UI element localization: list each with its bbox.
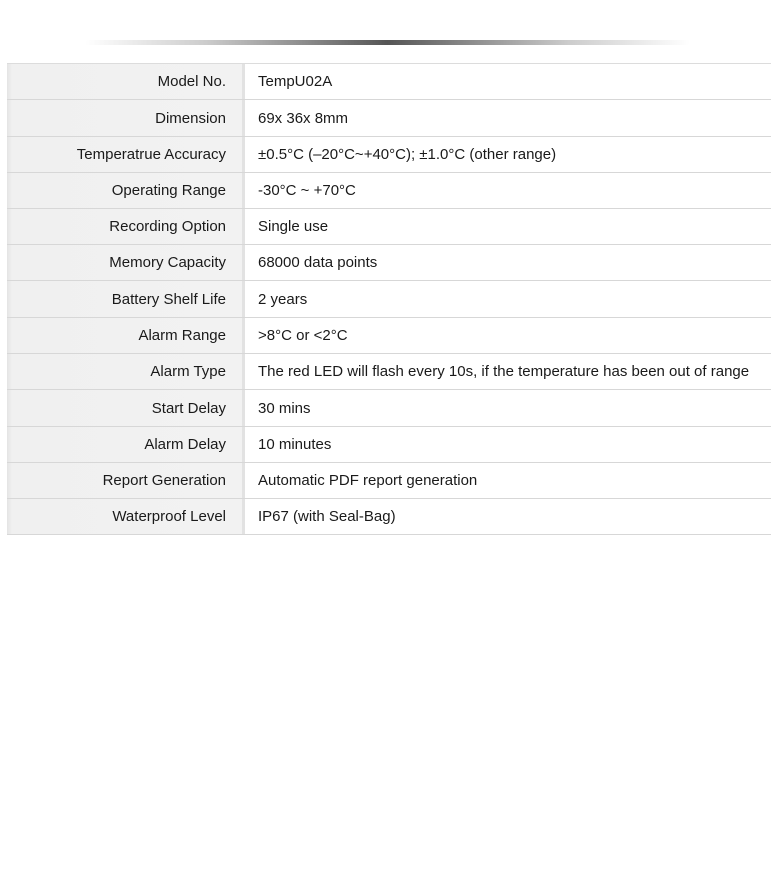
spec-row-memory	[7, 245, 771, 281]
spec-row-recording-option	[7, 209, 771, 245]
spec-row-alarm-range	[7, 318, 771, 354]
spec-row-battery	[7, 281, 771, 318]
spec-label: Dimension	[7, 100, 245, 136]
spec-row-alarm-delay	[7, 427, 771, 463]
spec-label: Temperatrue Accuracy	[7, 137, 245, 172]
spec-value: IP67 (with Seal-Bag)	[245, 499, 771, 534]
spec-label: Report Generation	[7, 463, 245, 498]
spec-label: Alarm Range	[7, 318, 245, 353]
spec-value: 30 mins	[245, 390, 771, 426]
spec-label: Alarm Delay	[7, 427, 245, 462]
spec-label: Start Delay	[7, 390, 245, 426]
spec-value: Single use	[245, 209, 771, 244]
spec-label: Operating Range	[7, 173, 245, 208]
header-divider	[85, 40, 690, 45]
spec-row-waterproof	[7, 499, 771, 535]
spec-row-start-delay	[7, 390, 771, 427]
spec-row-accuracy	[7, 137, 771, 173]
spec-value: -30°C ~ +70°C	[245, 173, 771, 208]
spec-label: Waterproof Level	[7, 499, 245, 534]
spec-value: The red LED will flash every 10s, if the temperature has been out of range	[245, 354, 771, 389]
spec-row-model	[7, 64, 771, 100]
spec-value: 2 years	[245, 281, 771, 317]
spec-row-operating-range	[7, 173, 771, 209]
spec-value: 68000 data points	[245, 245, 771, 280]
spec-value: >8°C or <2°C	[245, 318, 771, 353]
spec-value: TempU02A	[245, 64, 771, 99]
spec-label: Battery Shelf Life	[7, 281, 245, 317]
spec-row-alarm-type	[7, 354, 771, 390]
spec-table	[7, 63, 771, 535]
spec-value: 69x 36x 8mm	[245, 100, 771, 136]
spec-value: ±0.5°C (–20°C~+40°C); ±1.0°C (other range)	[245, 137, 771, 172]
spec-label: Memory Capacity	[7, 245, 245, 280]
spec-label: Alarm Type	[7, 354, 245, 389]
spec-value: 10 minutes	[245, 427, 771, 462]
spec-label: Recording Option	[7, 209, 245, 244]
spec-label: Model No.	[7, 64, 245, 99]
spec-value: Automatic PDF report generation	[245, 463, 771, 498]
spec-row-report	[7, 463, 771, 499]
spec-row-dimension	[7, 100, 771, 137]
